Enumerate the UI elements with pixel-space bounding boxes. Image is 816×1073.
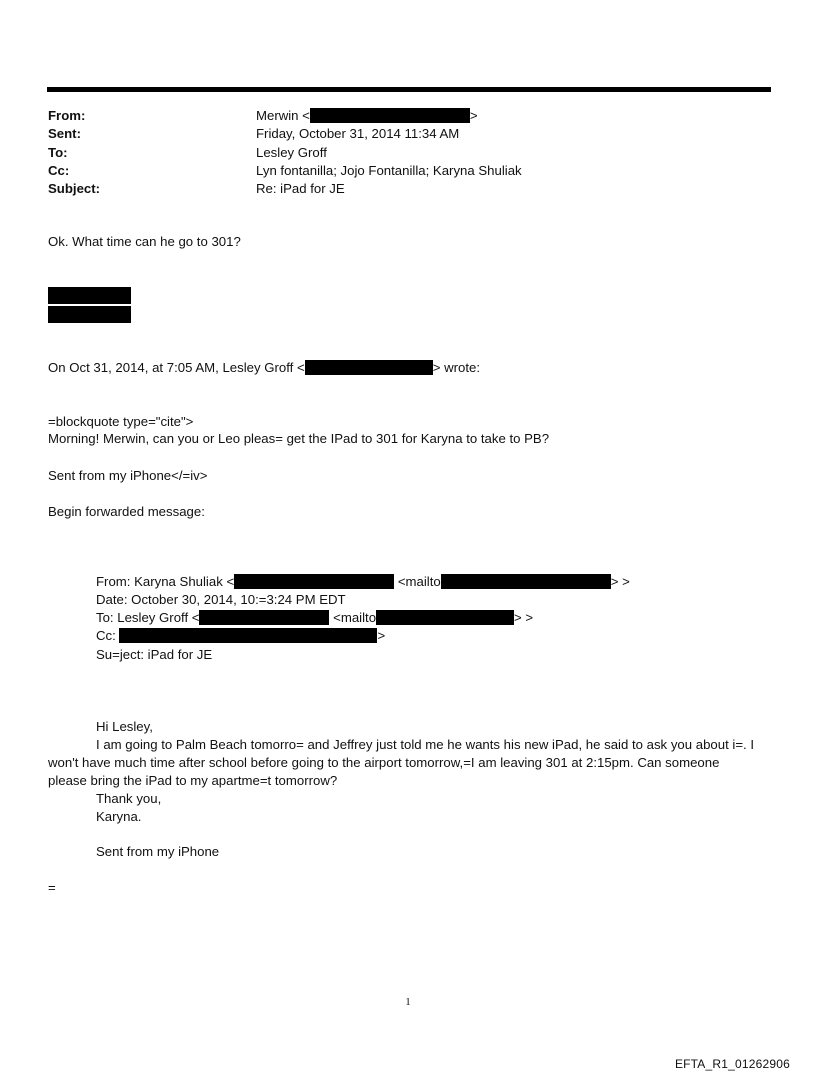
redaction-bar [376,610,514,625]
redaction-bar [48,306,131,323]
reply-text: Ok. What time can he go to 301? [48,234,241,249]
redaction-bar [48,287,131,304]
sent-from-iphone: Sent from my iPhone</=iv> [48,468,208,483]
paragraph-line-1: I am going to Palm Beach tomorro= and Jeffrey just told me he wants his new iPad, he said to ask you about i=. I [96,737,755,752]
fwd-cc [96,627,385,645]
fwd-to-start: To: Lesley Groff < [96,610,200,625]
fwd-to-mailto: <mailto [333,610,377,625]
quote-intro-end: > wrote: [432,360,480,375]
fwd-to-end: > > [514,610,534,625]
sent-value: Friday, October 31, 2014 11:34 AM [256,126,460,141]
to-label: To: [48,145,68,160]
redaction-bar [119,628,377,643]
subject-label: Subject: [48,181,101,196]
to-value: Lesley Groff [256,145,327,160]
from-value [256,108,478,124]
from-name: Merwin < [256,108,310,123]
cc-label: Cc: [48,163,70,178]
from-label: From: [48,108,86,123]
paragraph-line-3: please bring the iPad to my apartme=t tomorrow? [48,773,338,788]
paragraph-line-2: won't have much time after school before going to the airport tomorrow,=I am leaving 301 at 2:15pm. Can someone [48,755,720,770]
fwd-from-end: > > [610,574,630,589]
page-number: 1 [405,996,411,1008]
fwd-from-start: From: Karyna Shuliak < [96,574,235,589]
header-rule [47,87,771,92]
fwd-date: Date: October 30, 2014, 10:=3:24 PM EDT [96,592,346,607]
redaction-bar [234,574,394,589]
greeting: Hi Lesley, [96,719,153,734]
document-id: EFTA_R1_01262906 [674,1057,790,1071]
sent-label: Sent: [48,126,81,141]
quote-intro [48,359,480,377]
cc-value: Lyn fontanilla; Jojo Fontanilla; Karyna Shuliak [256,163,522,178]
morning-line: Morning! Merwin, can you or Leo pleas= get the IPad to 301 for Karyna to take to PB? [48,431,550,446]
blockquote-tag: =blockquote type="cite"> [48,414,194,429]
fwd-cc-label: Cc: [96,628,116,643]
trailing-equals: = [48,880,56,895]
redaction-bar [441,574,611,589]
fwd-from-mailto: <mailto [397,574,441,589]
redaction-bar [310,108,470,123]
subject-value: Re: iPad for JE [256,181,345,196]
fwd-from [96,573,630,591]
fwd-subject: Su=ject: iPad for JE [96,647,213,662]
begin-forwarded: Begin forwarded message: [48,504,205,519]
signoff: Karyna. [96,809,142,824]
fwd-to [96,609,533,627]
fwd-cc-end: > [377,628,386,643]
thanks: Thank you, [96,791,162,806]
redaction-bar [305,360,433,375]
quote-intro-start: On Oct 31, 2014, at 7:05 AM, Lesley Groff < [48,360,305,375]
redaction-bar [199,610,329,625]
sent-from-iphone-2: Sent from my iPhone [96,844,220,859]
from-close: > [469,108,478,123]
